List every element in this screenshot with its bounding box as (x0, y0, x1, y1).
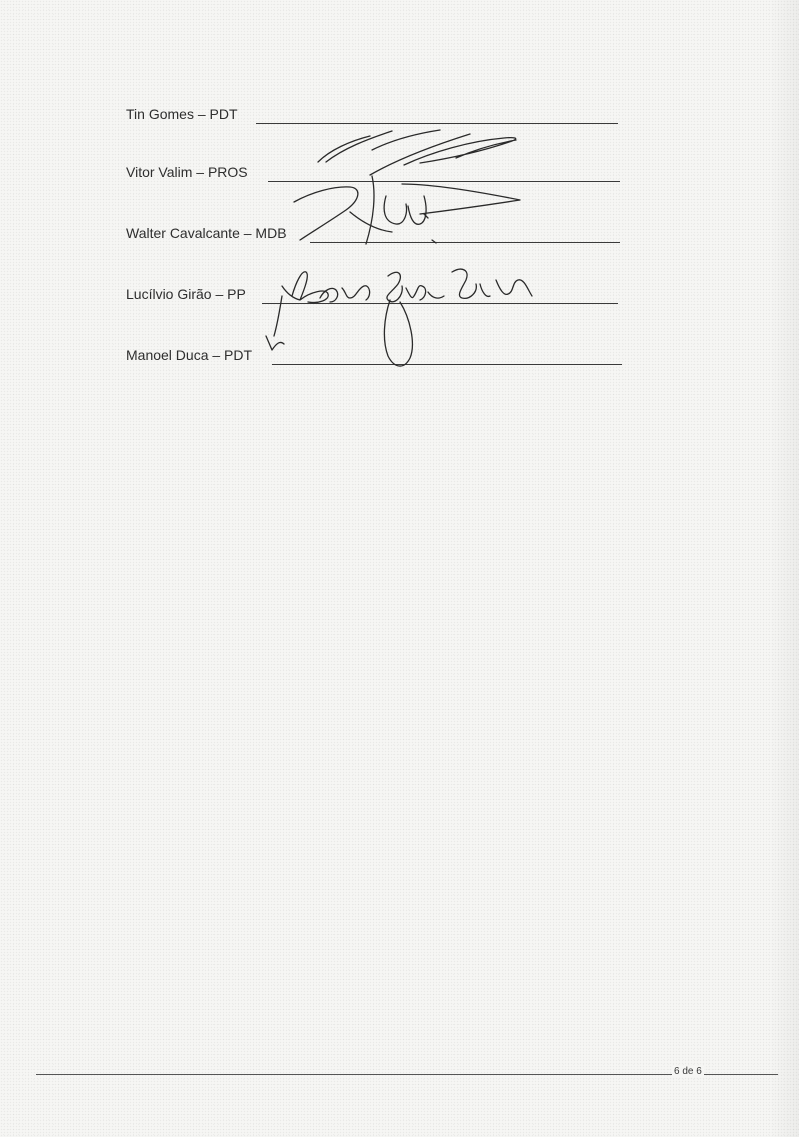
signature-line (272, 364, 622, 365)
signature-row-walter-cavalcante (126, 219, 620, 243)
signatory-label: Tin Gomes – PDT (126, 106, 238, 122)
page-edge-shadow (769, 0, 799, 1137)
signature-line (268, 181, 620, 182)
signatory-label: Walter Cavalcante – MDB (126, 225, 287, 241)
signatory-label: Manoel Duca – PDT (126, 347, 253, 363)
signature-row-manoel-duca (126, 341, 622, 365)
signature-row-vitor-valim (126, 158, 620, 182)
signature-row-tin-gomes (126, 100, 618, 124)
signature-line (262, 303, 618, 304)
signatory-label: Lucílvio Girão – PP (126, 286, 246, 302)
signatory-label: Vitor Valim – PROS (126, 164, 248, 180)
signature-line (310, 242, 620, 243)
signature-line (256, 123, 618, 124)
page-number: 6 de 6 (674, 1066, 702, 1077)
footer-rule (36, 1074, 778, 1075)
signature-row-lucilvio-girao (126, 280, 618, 304)
